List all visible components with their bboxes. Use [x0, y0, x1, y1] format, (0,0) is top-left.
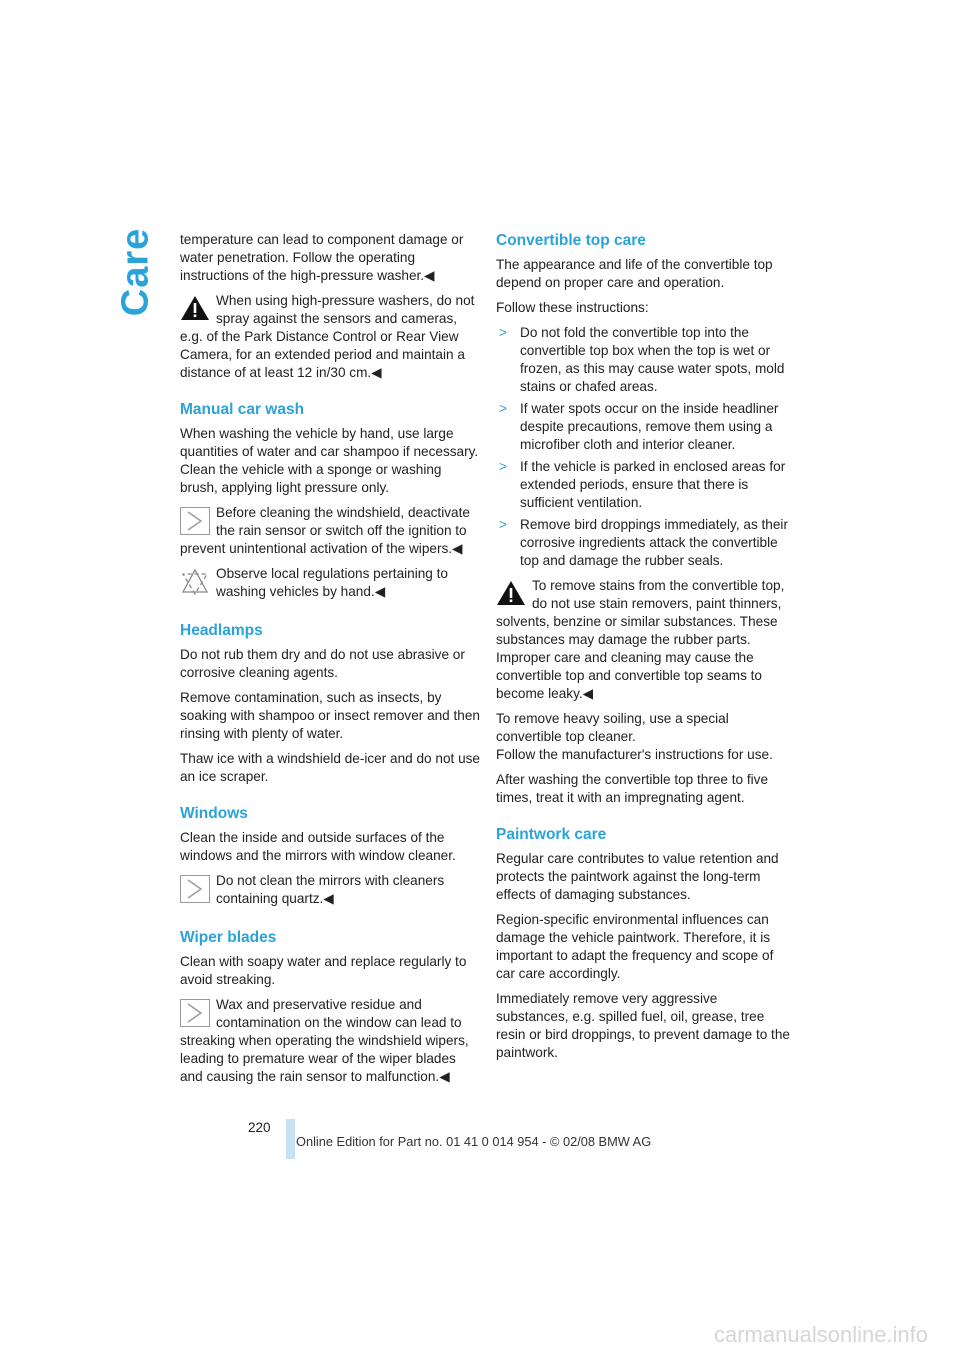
list-item-text: Do not fold the convertible top into the convertible top box when the top is wet or frozen, as this may cause water spots, mold stains or chafed areas.: [520, 325, 785, 394]
convertible-paragraph-4: After washing the convertible top three to five times, treat it with an impregnating agent.: [496, 772, 769, 805]
warning-text: To remove stains from the convertible top, do not use stain removers, paint thinners, solvents, benzine or similar substances. These substances may damage the rubber parts. Improper care and cleaning may cause the convertible top and convertible top seams to become leaky.◀: [496, 578, 785, 701]
heading-convertible-top-care: Convertible top care: [496, 232, 646, 249]
heading-paintwork-care: Paintwork care: [496, 826, 607, 843]
warning-triangle-icon: [180, 295, 210, 323]
footer-accent-bar: [286, 1119, 295, 1159]
heading-windows: Windows: [180, 805, 248, 822]
note-text: Before cleaning the windshield, deactivate the rain sensor or switch off the ignition to prevent unintentional activation of the wipers.◀: [180, 505, 470, 556]
list-item: [496, 516, 792, 570]
convertible-instructions-list: [496, 324, 792, 570]
info-note-windshield: [180, 504, 480, 558]
bullet-marker: >: [499, 401, 507, 416]
environment-note-text: Observe local regulations pertaining to washing vehicles by hand.◀: [216, 566, 448, 599]
list-item: [496, 400, 792, 454]
convertible-paragraph-2: Follow these instructions:: [496, 300, 649, 315]
note-text: Wax and preservative residue and contamination on the window can lead to streaking when operating the windshield wipers, leading to premature wear of the wiper blades and causing the rain sensor to malfunction.◀: [180, 997, 469, 1084]
bullet-marker: >: [499, 517, 507, 532]
convertible-paragraph-3: [496, 710, 792, 764]
paintwork-paragraph-2: Region-specific environmental influences can damage the vehicle paintwork. Therefore, it is important to adapt the frequency and scope of car care accordingly.: [496, 912, 774, 981]
convertible-cleaner-text: To remove heavy soiling, use a special convertible top cleaner.: [496, 711, 729, 744]
left-column: [180, 231, 480, 1093]
headlamps-paragraph-3: Thaw ice with a windshield de-icer and do not use an ice scraper.: [180, 751, 480, 784]
section-side-title: [113, 227, 159, 317]
right-column: [496, 231, 792, 1069]
manual-wash-paragraph: When washing the vehicle by hand, use large quantities of water and car shampoo if necessary. Clean the vehicle with a sponge or washing brush, applying light pressure only.: [180, 426, 479, 495]
page-number: 220: [248, 1120, 271, 1135]
headlamps-paragraph-2: Remove contamination, such as insects, by soaking with shampoo or insect remover and then rinsing with plenty of water.: [180, 690, 480, 741]
warning-note-pressure: [180, 292, 480, 382]
list-item-text: If the vehicle is parked in enclosed areas for extended periods, ensure that there is sufficient ventilation.: [520, 459, 786, 510]
windows-paragraph: Clean the inside and outside surfaces of the windows and the mirrors with window cleaner.: [180, 830, 456, 863]
environment-note: [180, 565, 480, 603]
headlamps-paragraph-1: Do not rub them dry and do not use abrasive or corrosive cleaning agents.: [180, 647, 465, 680]
info-note-icon: [180, 507, 210, 535]
info-note-icon: [180, 875, 210, 903]
list-item: [496, 458, 792, 512]
watermark-text: carmanualsonline.info: [714, 1322, 929, 1347]
manufacturer-instructions-text: Follow the manufacturer's instructions for use.: [496, 747, 773, 762]
wiper-blades-paragraph: Clean with soapy water and replace regularly to avoid streaking.: [180, 954, 467, 987]
warning-note-convertible: [496, 577, 792, 703]
heading-manual-car-wash: Manual car wash: [180, 401, 305, 418]
info-note-icon: [180, 999, 210, 1027]
list-item: [496, 324, 792, 396]
bullet-marker: >: [499, 325, 507, 340]
warning-text: When using high-pressure washers, do not spray against the sensors and cameras, e.g. of the Park Distance Control or Rear View Camera, for an extended period and maintain a distance of at least 12 in/30 cm.◀: [180, 293, 475, 380]
list-item-text: Remove bird droppings immediately, as their corrosive ingredients attack the convertible top and damage the rubber seals.: [520, 517, 788, 568]
info-note-wipers: [180, 996, 480, 1086]
edition-footer: Online Edition for Part no. 01 41 0 014 954 - © 02/08 BMW AG: [296, 1134, 652, 1149]
note-text: Do not clean the mirrors with cleaners containing quartz.◀: [216, 873, 445, 906]
list-item-text: If water spots occur on the inside headliner despite precautions, remove them using a microfiber cloth and interior cleaner.: [520, 401, 779, 452]
heading-headlamps: Headlamps: [180, 622, 263, 639]
recycle-icon: [180, 568, 210, 596]
convertible-paragraph-1: The appearance and life of the convertible top depend on proper care and operation.: [496, 257, 773, 290]
paintwork-paragraph-3: Immediately remove very aggressive substances, e.g. spilled fuel, oil, grease, tree resin or bird droppings, to prevent damage to the paintwork.: [496, 991, 790, 1060]
intro-paragraph: temperature can lead to component damage or water penetration. Follow the operating instructions of the high-pressure washer.◀: [180, 232, 464, 283]
info-note-mirrors: [180, 872, 480, 910]
warning-triangle-icon: [496, 580, 526, 608]
side-title-text: Care: [114, 227, 157, 317]
paintwork-paragraph-1: Regular care contributes to value retention and protects the paintwork against the long-term effects of damaging substances.: [496, 851, 779, 902]
heading-wiper-blades: Wiper blades: [180, 929, 277, 946]
bullet-marker: >: [499, 459, 507, 474]
